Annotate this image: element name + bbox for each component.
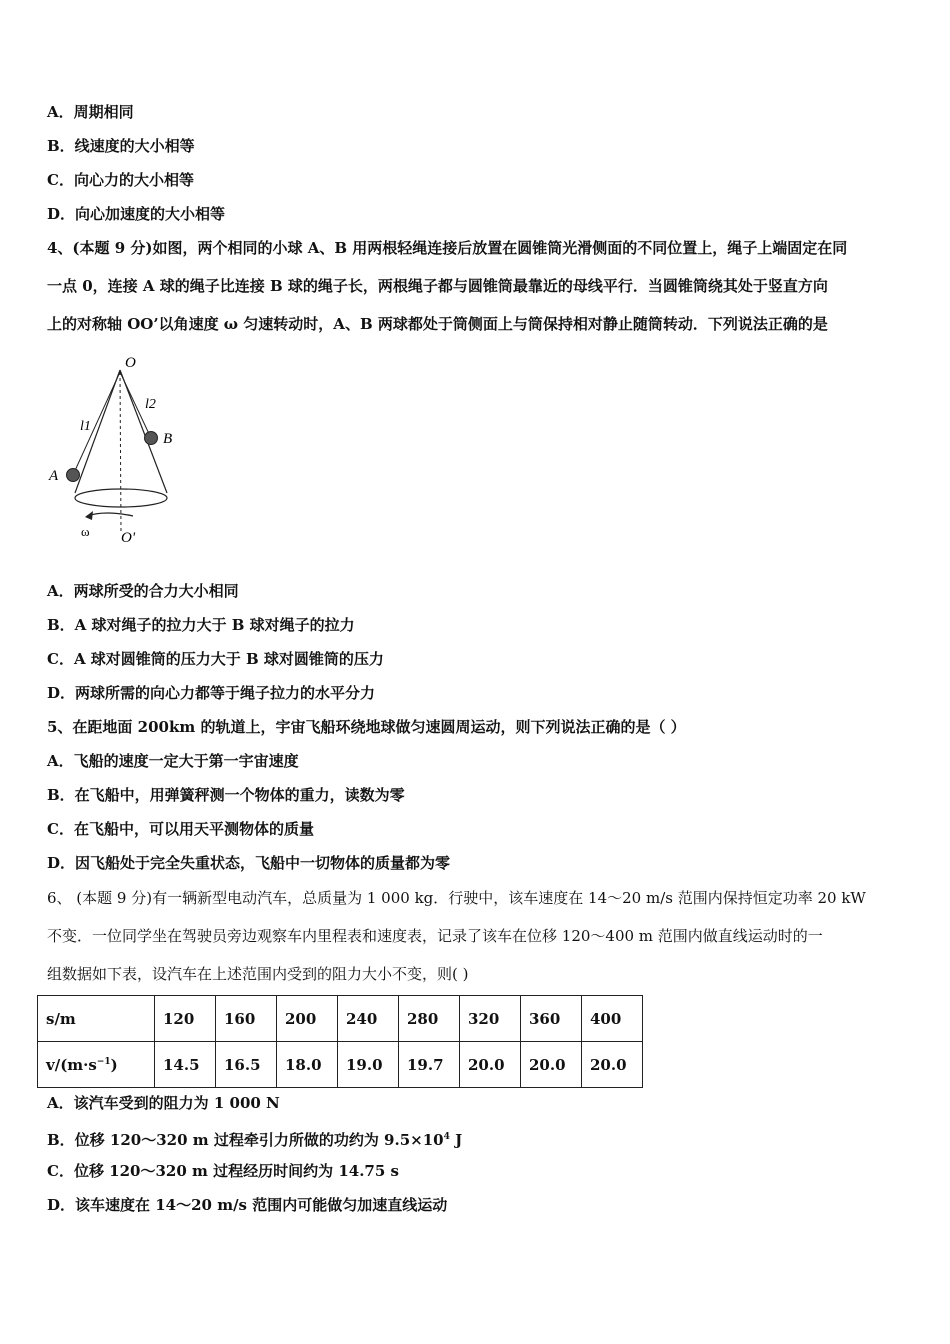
ball-a: [67, 469, 80, 482]
q4-option-a: A．两球所受的合力大小相同: [47, 582, 239, 600]
table-cell: 19.7: [399, 1042, 460, 1088]
label-l2: l2: [145, 397, 156, 412]
q5-option-a: A．飞船的速度一定大于第一宇宙速度: [47, 752, 299, 770]
arrow-head: [85, 511, 93, 520]
q6-option-d: D．该车速度在 14～20 m/s 范围内可能做匀加速直线运动: [47, 1196, 448, 1214]
table-cell: 20.0: [582, 1042, 643, 1088]
table-cell: 18.0: [277, 1042, 338, 1088]
q6-stem-line-2: 不变．一位同学坐在驾驶员旁边观察车内里程表和速度表，记录了该车在位移 120～400 m 范围内做直线运动时的一: [47, 927, 823, 945]
q4-option-c: C．A 球对圆锥筒的压力大于 B 球对圆锥筒的压力: [47, 650, 384, 668]
label-b: B: [163, 431, 173, 447]
q6-option-a: A．该汽车受到的阻力为 1 000 N: [47, 1094, 280, 1112]
q5-option-c: C．在飞船中，可以用天平测物体的质量: [47, 820, 314, 838]
q5-stem: 5、在距地面 200km 的轨道上，宇宙飞船环绕地球做匀速圆周运动，则下列说法正确的是（ ）: [47, 718, 686, 736]
label-o: O: [125, 355, 136, 371]
table-cell: 160: [216, 996, 277, 1042]
table-cell: 120: [155, 996, 216, 1042]
table-row: [38, 1042, 643, 1088]
table-cell: 280: [399, 996, 460, 1042]
table-cell: 200: [277, 996, 338, 1042]
table-cell: 14.5: [155, 1042, 216, 1088]
table-cell: 240: [338, 996, 399, 1042]
q4-stem-line-2: 一点 0，连接 A 球的绳子比连接 B 球的绳子长，两根绳子都与圆锥筒最靠近的母线平行．当圆锥筒绕其处于竖直方向: [47, 277, 828, 295]
ball-b: [145, 432, 158, 445]
q3-option-c: C．向心力的大小相等: [47, 171, 194, 189]
q3-option-b: B．线速度的大小相等: [47, 137, 195, 155]
q4-option-b: B．A 球对绳子的拉力大于 B 球对绳子的拉力: [47, 616, 355, 634]
label-o-prime: O': [121, 530, 136, 546]
data-table: [37, 995, 643, 1088]
table-cell: 19.0: [338, 1042, 399, 1088]
q3-option-d: D．向心加速度的大小相等: [47, 205, 226, 223]
table-header-v: $v/(m\cdot s^{-1})$: [38, 1042, 155, 1088]
table-cell: 400: [582, 996, 643, 1042]
q4-stem-line-3: 上的对称轴 OO’以角速度 ω 匀速转动时，A、B 两球都处于筒侧面上与筒保持相对静止随筒转动．下列说法正确的是: [47, 315, 828, 333]
cone-axis: [120, 372, 121, 532]
table-cell: 16.5: [216, 1042, 277, 1088]
rotation-arrow: [87, 513, 133, 516]
table-cell: 20.0: [521, 1042, 582, 1088]
q6-stem-line-3: 组数据如下表，设汽车在上述范围内受到的阻力大小不变，则( ): [47, 965, 469, 983]
table-cell: 320: [460, 996, 521, 1042]
q6-option-c: C．位移 120～320 m 过程经历时间约为 14.75 s: [47, 1162, 399, 1180]
q6-option-b: B．位移 120～320 m 过程牵引力所做的功约为 $9.5\times 10^4$ J: [47, 1131, 463, 1149]
cone-right-edge: [120, 370, 167, 493]
label-l1: l1: [80, 419, 91, 434]
label-omega: ω: [81, 524, 90, 539]
q4-option-d: D．两球所需的向心力都等于绳子拉力的水平分力: [47, 684, 376, 702]
q5-option-b: B．在飞船中，用弹簧秤测一个物体的重力，读数为零: [47, 786, 405, 804]
q4-stem-line-1: 4、(本题 9 分)如图，两个相同的小球 A、B 用两根轻绳连接后放置在圆锥筒光滑侧面的不同位置上，绳子上端固定在同: [47, 239, 848, 257]
q5-option-d: D．因飞船处于完全失重状态，飞船中一切物体的质量都为零: [47, 854, 451, 872]
label-a: A: [49, 468, 59, 484]
cone-diagram: [45, 350, 195, 550]
q3-option-a: A．周期相同: [47, 103, 134, 121]
q6-stem-line-1: 6、 (本题 9 分)有一辆新型电动汽车，总质量为 1 000 kg．行驶中，该车速度在 14～20 m/s 范围内保持恒定功率 20 kW: [47, 889, 866, 907]
table-cell: 360: [521, 996, 582, 1042]
table-header-s: s/m: [38, 996, 155, 1042]
table-cell: 20.0: [460, 1042, 521, 1088]
cone-figure: [45, 350, 195, 550]
table-row: [38, 996, 643, 1042]
